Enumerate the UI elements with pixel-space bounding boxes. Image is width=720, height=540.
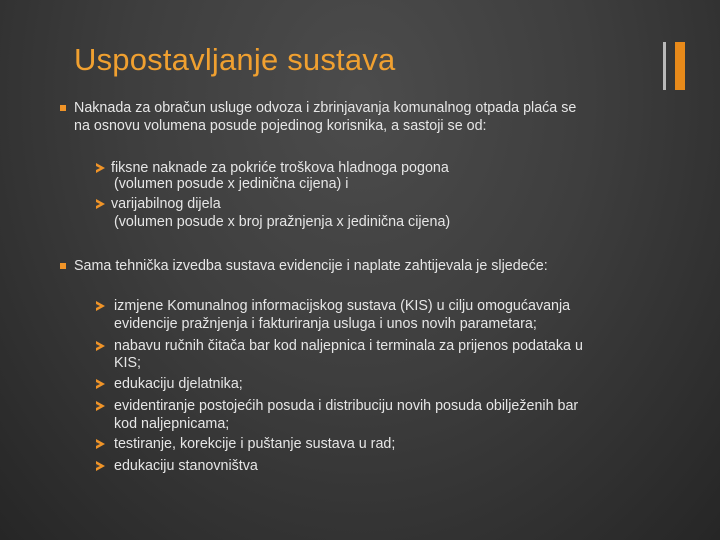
sub-bullet-text: izmjene Komunalnog informacijskog sustava (KIS) u cilju omogućavanja <box>114 298 571 314</box>
arrow-bullet-icon <box>96 461 105 471</box>
sub-bullet-text: KIS; <box>114 355 142 371</box>
slide-title: Uspostavljanje sustava <box>74 42 396 77</box>
arrow-bullet-icon <box>96 341 105 351</box>
arrow-bullet-icon <box>96 439 105 449</box>
square-bullet-icon <box>60 105 66 111</box>
bullet-text: Sama tehnička izvedba sustava evidencije i naplate zahtijevala je sljedeće: <box>74 258 548 274</box>
arrow-bullet-icon <box>96 163 105 173</box>
sub-bullet-text: evidentiranje postojećih posuda i distribuciju novih posuda obilježenih bar <box>114 398 579 414</box>
bullet-text: na osnovu volumena posude pojedinog korisnika, a sastoji se od: <box>74 118 487 134</box>
title-decoration-thin-bar <box>663 42 666 90</box>
sub-bullet-text: testiranje, korekcije i puštanje sustava u rad; <box>114 436 396 452</box>
arrow-bullet-icon <box>96 301 105 311</box>
sub-bullet-text: fiksne naknade za pokriće troškova hladnoga pogona <box>111 160 449 176</box>
arrow-bullet-icon <box>96 379 105 389</box>
title-decoration-thick-bar <box>675 42 685 90</box>
sub-bullet-text: evidencije pražnjenja i fakturiranja usluga i unos novih parametara; <box>114 316 537 332</box>
sub-bullet-text: (volumen posude x jedinična cijena) i <box>114 176 349 192</box>
square-bullet-icon <box>60 263 66 269</box>
sub-bullet-text: nabavu ručnih čitača bar kod naljepnica i terminala za prijenos podataka u <box>114 338 583 354</box>
sub-bullet-text: varijabilnog dijela <box>111 196 221 212</box>
sub-bullet-text: edukaciju djelatnika; <box>114 376 243 392</box>
sub-bullet-text: edukaciju stanovništva <box>114 458 258 474</box>
sub-bullet-text: kod naljepnicama; <box>114 416 230 432</box>
sub-bullet-text: (volumen posude x broj pražnjenja x jedinična cijena) <box>114 214 451 230</box>
bullet-text: Naknada za obračun usluge odvoza i zbrinjavanja komunalnog otpada plaća se <box>74 100 577 116</box>
arrow-bullet-icon <box>96 199 105 209</box>
arrow-bullet-icon <box>96 401 105 411</box>
